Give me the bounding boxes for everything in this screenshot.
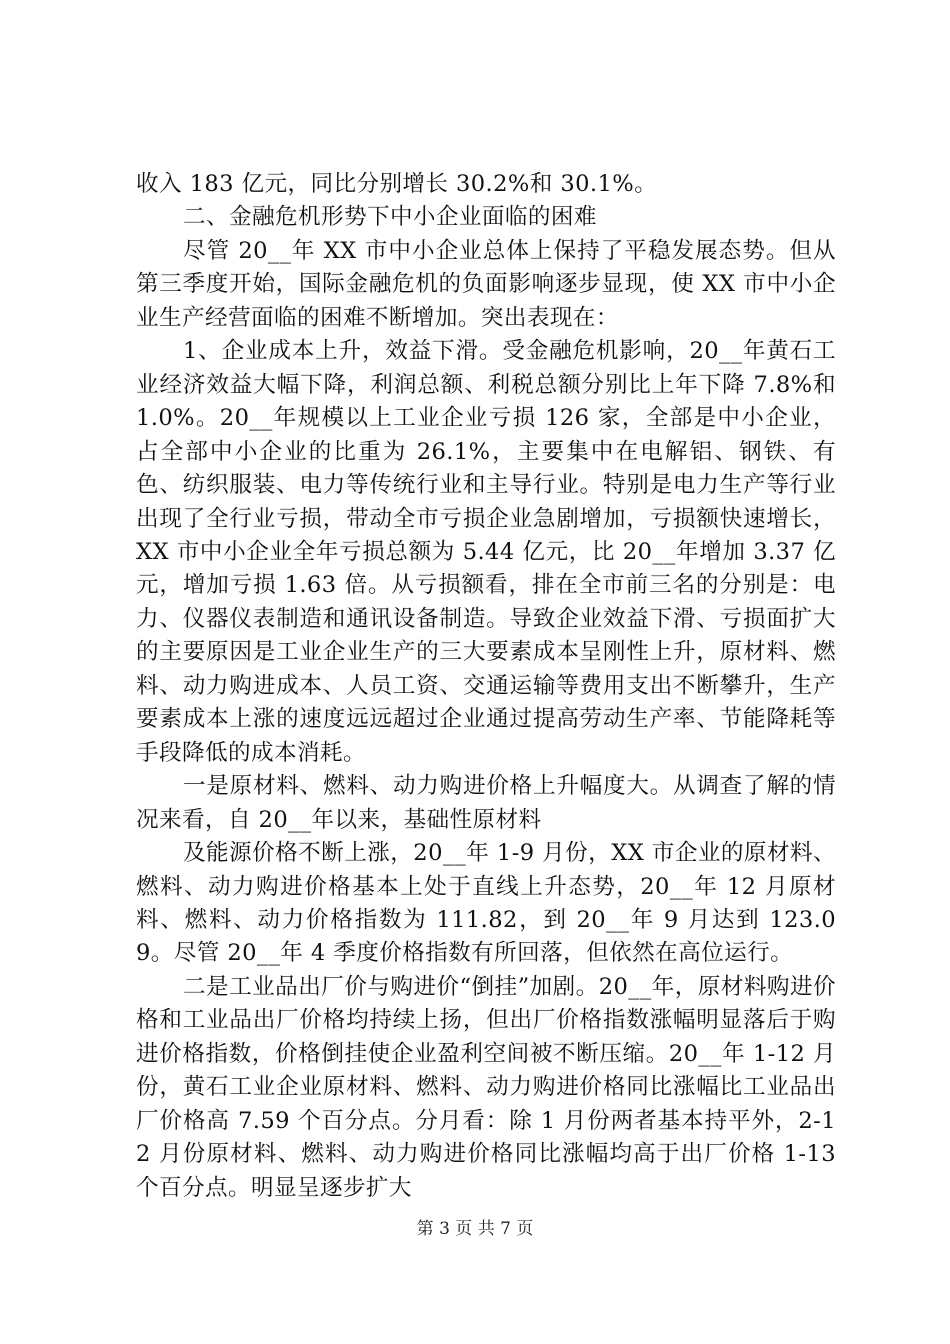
paragraph-4: 一是原材料、燃料、动力购进价格上升幅度大。从调查了解的情况来看，自 20__年以来，基础性原材料 bbox=[136, 773, 836, 833]
paragraph-1: 收入 183 亿元，同比分别增长 30.2%和 30.1%。 bbox=[136, 171, 658, 197]
section-heading: 二、金融危机形势下中小企业面临的困难 bbox=[183, 204, 597, 231]
paragraph-5: 及能源价格不断上涨，20__年 1-9 月份，XX 市企业的原材料、燃料、动力购进价格基本上处于直线上升态势，20__年 12 月原材料、燃料、动力价格指数为 111.82，到 20__年 9 月达到 123.09。尽管 20__年 4 季度价格指数有所回落，但依然在高位运行。 bbox=[136, 840, 836, 967]
paragraph-3: 1、企业成本上升，效益下滑。受金融危机影响，20__年黄石工业经济效益大幅下降，利润总额、利税总额分别比上年下降 7.8%和 1.0%。20__年规模以上工业企业亏损 126 家，全部是中小企业，占全部中小企业的比重为 26.1%，主要集中在电解铝、钢铁、有色、纺织服装、电力等传统行业和主导行业。特别是电力生产等行业出现了全行业亏损，带动全市亏损企业急剧增加，亏损额快速增长，XX 市中小企业全年亏损总额为 5.44 亿元，比 20__年增加 3.37 亿元，增加亏损 1.63 倍。从亏损额看，排在全市前三名的分别是：电力、仪器仪表制造和通讯设备制造。导致企业效益下滑、亏损面扩大的主要原因是工业企业生产的三大要素成本呈刚性上升，原材料、燃料、动力购进成本、人员工资、交通运输等费用支出不断攀升，生产要素成本上涨的速度远远超过企业通过提高劳动生产率、节能降耗等手段降低的成本消耗。 bbox=[136, 338, 836, 766]
document-body bbox=[136, 168, 836, 1205]
paragraph-6: 二是工业品出厂价与购进价“倒挂”加剧。20__年，原材料购进价格和工业品出厂价格均持续上扬，但出厂价格指数涨幅明显落后于购进价格指数，价格倒挂使企业盈利空间被不断压缩。20__年 1-12 月份，黄石工业企业原材料、燃料、动力购进价格同比涨幅比工业品出厂价格高 7.59 个百分点。分月看：除 1 月份两者基本持平外，2-12 月份原材料、燃料、动力购进价格同比涨幅均高于出厂价格 1-13 个百分点。明显呈逐步扩大 bbox=[136, 973, 836, 1201]
page-footer: 第 3 页 共 7 页 bbox=[416, 1219, 534, 1239]
paragraph-2: 尽管 20__年 XX 市中小企业总体上保持了平稳发展态势。但从第三季度开始，国际金融危机的负面影响逐步显现，使 XX 市中小企业生产经营面临的困难不断增加。突出表现在： bbox=[136, 237, 836, 331]
